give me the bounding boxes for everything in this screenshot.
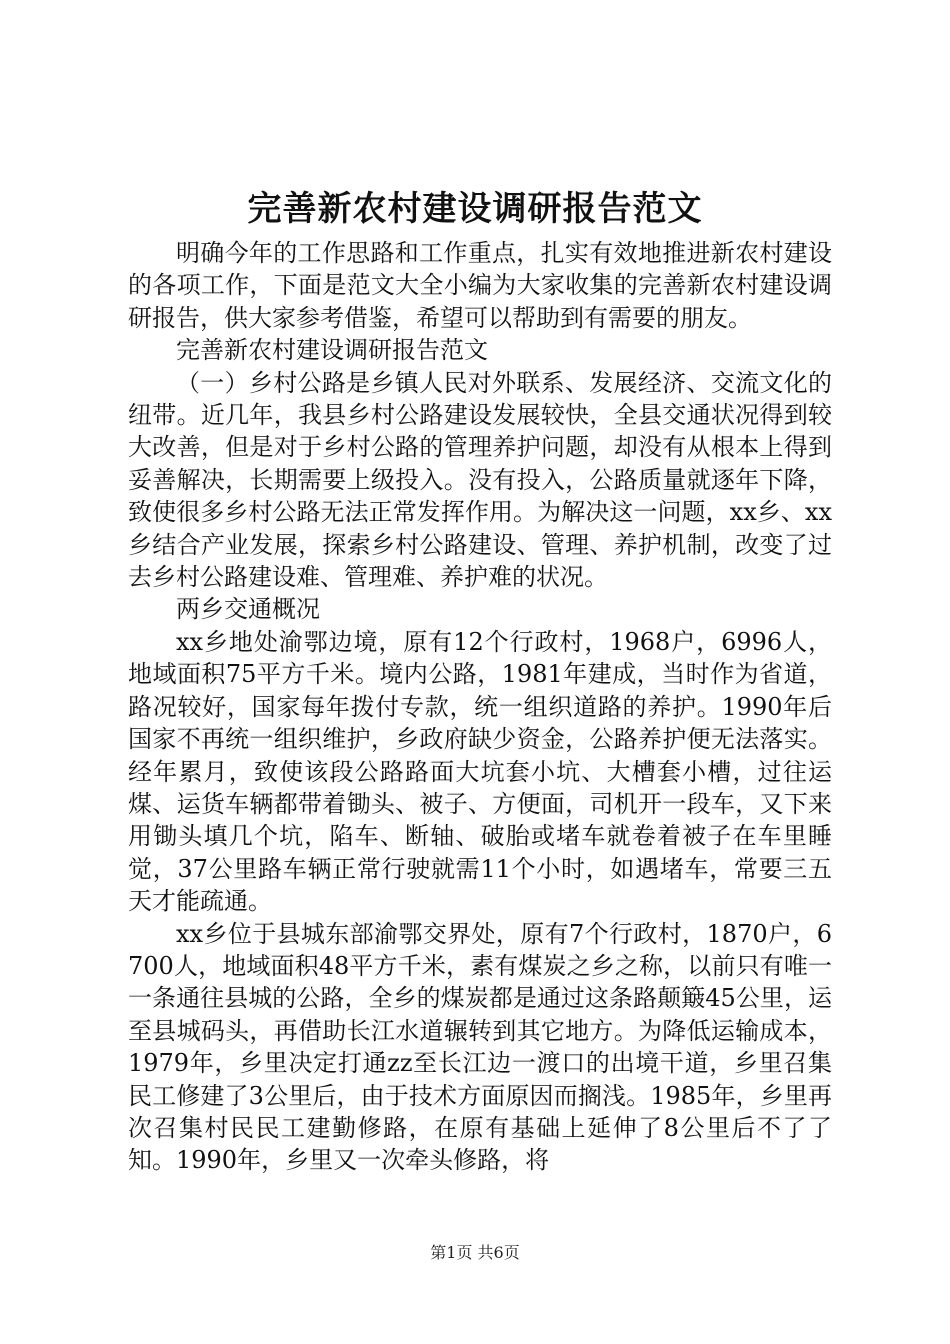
section-heading: 完善新农村建设调研报告范文: [176, 336, 488, 365]
document-title: 完善新农村建设调研报告范文: [247, 189, 703, 229]
body-paragraph: xx乡地处渝鄂边境，原有12个行政村，1968户，6996人，地域面积75平方千米。境内公路，1981年建成，当时作为省道，路况较好，国家每年拨付专款，统一组织道路的养护。1990年后国家不再统一组织维护，乡政府缺少资金，公路养护便无法落实。经年累月，致使该段公路路面大坑套小坑、大槽套小槽，过往运煤、运货车辆都带着锄头、被子、方便面，司机开一段车，又下来用锄头填几个坑，陷车、断轴、破胎或堵车就卷着被子在车里睡觉，37公里路车辆正常行驶就需11个小时，如遇堵车，常要三五天才能疏通。: [128, 627, 832, 916]
subsection-heading: 两乡交通概况: [176, 595, 320, 624]
document-body: [128, 237, 832, 1177]
intro-paragraph: 明确今年的工作思路和工作重点，扎实有效地推进新农村建设的各项工作，下面是范文大全小编为大家收集的完善新农村建设调研报告，供大家参考借鉴，希望可以帮助到有需要的朋友。: [128, 239, 832, 332]
body-paragraph: （一）乡村公路是乡镇人民对外联系、发展经济、交流文化的纽带。近几年，我县乡村公路建设发展较快，全县交通状况得到较大改善，但是对于乡村公路的管理养护问题，却没有从根本上得到妥善解决，长期需要上级投入。没有投入，公路质量就逐年下降，致使很多乡村公路无法正常发挥作用。为解决这一问题，xx乡、xx乡结合产业发展，探索乡村公路建设、管理、养护机制，改变了过去乡村公路建设难、管理难、养护难的状况。: [128, 368, 832, 592]
body-paragraph: xx乡位于县城东部渝鄂交界处，原有7个行政村，1870户，6700人，地域面积48平方千米，素有煤炭之乡之称，以前只有唯一一条通往县城的公路，全乡的煤炭都是通过这条路颠簸45公里，运至县城码头，再借助长江水道辗转到其它地方。为降低运输成本，1979年，乡里决定打通zz至长江边一渡口的出境干道，乡里召集民工修建了3公里后，由于技术方面原因而搁浅。1985年，乡里再次召集村民民工建勤修路，在原有基础上延伸了8公里后不了了知。1990年，乡里又一次牵头修路，将: [128, 919, 832, 1175]
page-number-footer: 第1页 共6页: [430, 1243, 520, 1262]
